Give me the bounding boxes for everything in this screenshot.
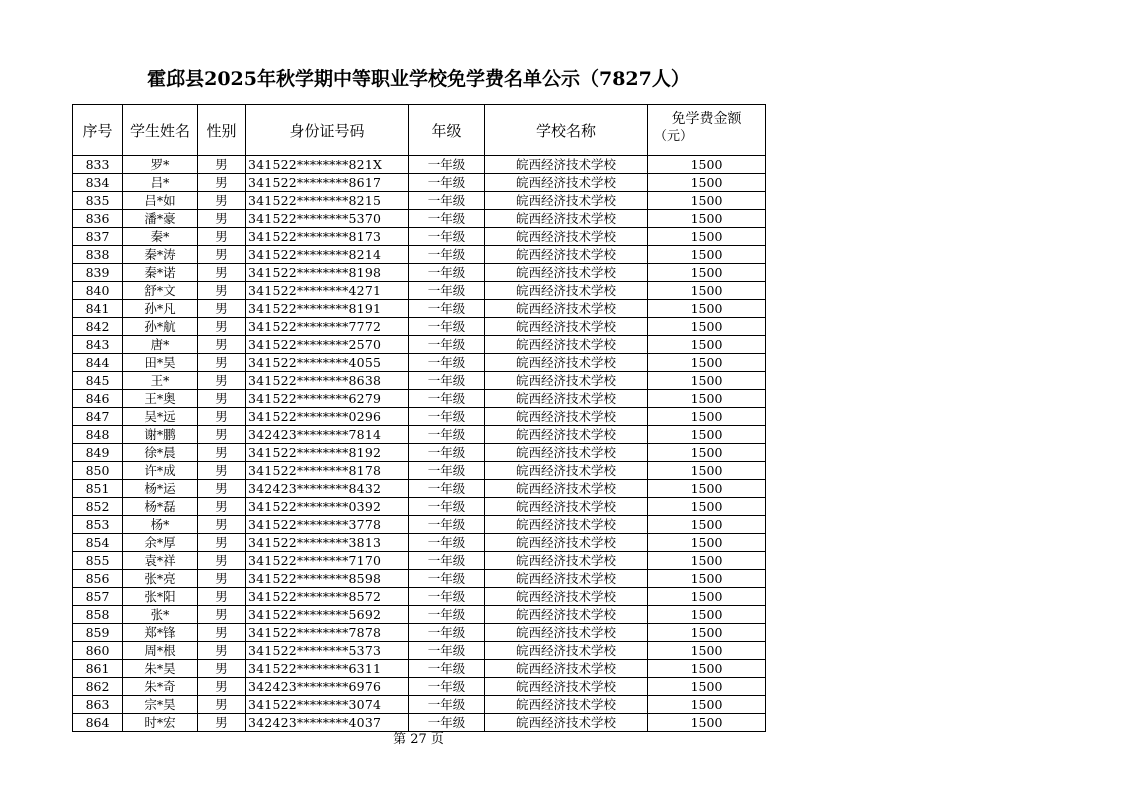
table-row (73, 624, 766, 642)
cell-name: 张*亮 (123, 570, 198, 588)
cell-gender: 男 (198, 264, 246, 282)
cell-gender: 男 (198, 552, 246, 570)
cell-name: 秦*涛 (123, 246, 198, 264)
cell-school: 皖西经济技术学校 (485, 156, 648, 174)
cell-grade: 一年级 (409, 462, 485, 480)
cell-grade: 一年级 (409, 516, 485, 534)
cell-name: 郑*锋 (123, 624, 198, 642)
cell-gender: 男 (198, 678, 246, 696)
cell-grade: 一年级 (409, 642, 485, 660)
table-row (73, 264, 766, 282)
cell-amount: 1500 (648, 174, 766, 192)
cell-school: 皖西经济技术学校 (485, 606, 648, 624)
cell-name: 唐* (123, 336, 198, 354)
cell-id-number: 341522********6311 (246, 660, 409, 678)
cell-school: 皖西经济技术学校 (485, 408, 648, 426)
cell-name: 许*成 (123, 462, 198, 480)
cell-grade: 一年级 (409, 534, 485, 552)
cell-name: 吕* (123, 174, 198, 192)
cell-id-number: 341522********8215 (246, 192, 409, 210)
cell-grade: 一年级 (409, 156, 485, 174)
cell-school: 皖西经济技术学校 (485, 516, 648, 534)
cell-name: 舒*文 (123, 282, 198, 300)
cell-gender: 男 (198, 354, 246, 372)
cell-name: 余*厚 (123, 534, 198, 552)
cell-amount: 1500 (648, 246, 766, 264)
cell-grade: 一年级 (409, 480, 485, 498)
cell-amount: 1500 (648, 318, 766, 336)
cell-seq: 863 (73, 696, 123, 714)
cell-amount: 1500 (648, 498, 766, 516)
cell-id-number: 341522********2570 (246, 336, 409, 354)
cell-name: 王* (123, 372, 198, 390)
table-row (73, 426, 766, 444)
table-row (73, 552, 766, 570)
cell-seq: 847 (73, 408, 123, 426)
cell-id-number: 341522********821X (246, 156, 409, 174)
cell-id-number: 341522********8598 (246, 570, 409, 588)
cell-seq: 835 (73, 192, 123, 210)
cell-amount: 1500 (648, 372, 766, 390)
cell-seq: 844 (73, 354, 123, 372)
cell-gender: 男 (198, 282, 246, 300)
cell-school: 皖西经济技术学校 (485, 318, 648, 336)
cell-name: 杨*运 (123, 480, 198, 498)
cell-grade: 一年级 (409, 390, 485, 408)
table-row (73, 300, 766, 318)
cell-amount: 1500 (648, 156, 766, 174)
cell-id-number: 341522********8617 (246, 174, 409, 192)
cell-id-number: 342423********7814 (246, 426, 409, 444)
cell-grade: 一年级 (409, 426, 485, 444)
cell-gender: 男 (198, 246, 246, 264)
cell-name: 宗*昊 (123, 696, 198, 714)
cell-grade: 一年级 (409, 282, 485, 300)
table-row (73, 588, 766, 606)
cell-gender: 男 (198, 174, 246, 192)
cell-school: 皖西经济技术学校 (485, 228, 648, 246)
header-seq: 序号 (73, 105, 123, 156)
cell-grade: 一年级 (409, 174, 485, 192)
table-row (73, 696, 766, 714)
cell-amount: 1500 (648, 336, 766, 354)
cell-school: 皖西经济技术学校 (485, 372, 648, 390)
table-row (73, 570, 766, 588)
cell-id-number: 341522********8191 (246, 300, 409, 318)
cell-seq: 841 (73, 300, 123, 318)
cell-id-number: 341522********4055 (246, 354, 409, 372)
cell-seq: 839 (73, 264, 123, 282)
cell-amount: 1500 (648, 390, 766, 408)
cell-seq: 855 (73, 552, 123, 570)
cell-seq: 857 (73, 588, 123, 606)
cell-grade: 一年级 (409, 498, 485, 516)
cell-school: 皖西经济技术学校 (485, 678, 648, 696)
cell-amount: 1500 (648, 300, 766, 318)
cell-amount: 1500 (648, 570, 766, 588)
cell-school: 皖西经济技术学校 (485, 300, 648, 318)
cell-gender: 男 (198, 714, 246, 732)
cell-id-number: 341522********8192 (246, 444, 409, 462)
cell-name: 朱*昊 (123, 660, 198, 678)
cell-amount: 1500 (648, 426, 766, 444)
cell-id-number: 342423********8432 (246, 480, 409, 498)
cell-gender: 男 (198, 642, 246, 660)
header-name: 学生姓名 (123, 105, 198, 156)
cell-name: 张* (123, 606, 198, 624)
cell-id-number: 341522********7170 (246, 552, 409, 570)
table-row (73, 606, 766, 624)
cell-id-number: 341522********7878 (246, 624, 409, 642)
cell-seq: 864 (73, 714, 123, 732)
table-row (73, 444, 766, 462)
table-row (73, 336, 766, 354)
cell-school: 皖西经济技术学校 (485, 714, 648, 732)
cell-grade: 一年级 (409, 606, 485, 624)
cell-amount: 1500 (648, 282, 766, 300)
cell-grade: 一年级 (409, 210, 485, 228)
cell-gender: 男 (198, 192, 246, 210)
cell-seq: 848 (73, 426, 123, 444)
cell-seq: 854 (73, 534, 123, 552)
page-title: 霍邱县2025年秋学期中等职业学校免学费名单公示（7827人） (147, 68, 690, 90)
cell-gender: 男 (198, 228, 246, 246)
table-row (73, 462, 766, 480)
cell-seq: 840 (73, 282, 123, 300)
table-row (73, 354, 766, 372)
cell-name: 杨*磊 (123, 498, 198, 516)
cell-school: 皖西经济技术学校 (485, 588, 648, 606)
cell-name: 潘*豪 (123, 210, 198, 228)
cell-amount: 1500 (648, 444, 766, 462)
cell-gender: 男 (198, 336, 246, 354)
cell-school: 皖西经济技术学校 (485, 282, 648, 300)
cell-grade: 一年级 (409, 336, 485, 354)
cell-school: 皖西经济技术学校 (485, 426, 648, 444)
cell-amount: 1500 (648, 660, 766, 678)
cell-gender: 男 (198, 372, 246, 390)
student-table (72, 104, 766, 732)
cell-name: 孙*航 (123, 318, 198, 336)
cell-gender: 男 (198, 444, 246, 462)
table-row (73, 192, 766, 210)
cell-amount: 1500 (648, 462, 766, 480)
cell-amount: 1500 (648, 534, 766, 552)
table-row (73, 678, 766, 696)
cell-grade: 一年级 (409, 678, 485, 696)
cell-seq: 836 (73, 210, 123, 228)
cell-id-number: 341522********8173 (246, 228, 409, 246)
table-row (73, 318, 766, 336)
cell-id-number: 341522********6279 (246, 390, 409, 408)
cell-grade: 一年级 (409, 588, 485, 606)
cell-school: 皖西经济技术学校 (485, 498, 648, 516)
cell-school: 皖西经济技术学校 (485, 390, 648, 408)
cell-amount: 1500 (648, 588, 766, 606)
cell-gender: 男 (198, 660, 246, 678)
table-row (73, 390, 766, 408)
cell-grade: 一年级 (409, 372, 485, 390)
cell-grade: 一年级 (409, 246, 485, 264)
cell-amount: 1500 (648, 624, 766, 642)
cell-gender: 男 (198, 516, 246, 534)
table-row (73, 174, 766, 192)
cell-name: 秦*诺 (123, 264, 198, 282)
cell-school: 皖西经济技术学校 (485, 354, 648, 372)
cell-name: 王*奥 (123, 390, 198, 408)
cell-school: 皖西经济技术学校 (485, 444, 648, 462)
cell-name: 时*宏 (123, 714, 198, 732)
cell-id-number: 341522********8572 (246, 588, 409, 606)
cell-name: 徐*晨 (123, 444, 198, 462)
cell-gender: 男 (198, 570, 246, 588)
cell-amount: 1500 (648, 678, 766, 696)
cell-seq: 859 (73, 624, 123, 642)
cell-name: 吕*如 (123, 192, 198, 210)
cell-amount: 1500 (648, 192, 766, 210)
cell-amount: 1500 (648, 210, 766, 228)
cell-seq: 856 (73, 570, 123, 588)
cell-school: 皖西经济技术学校 (485, 624, 648, 642)
cell-name: 朱*奇 (123, 678, 198, 696)
cell-grade: 一年级 (409, 300, 485, 318)
cell-grade: 一年级 (409, 228, 485, 246)
cell-grade: 一年级 (409, 318, 485, 336)
table-row (73, 282, 766, 300)
cell-name: 罗* (123, 156, 198, 174)
cell-grade: 一年级 (409, 354, 485, 372)
cell-gender: 男 (198, 408, 246, 426)
cell-amount: 1500 (648, 696, 766, 714)
cell-school: 皖西经济技术学校 (485, 660, 648, 678)
table-row (73, 660, 766, 678)
cell-id-number: 341522********8638 (246, 372, 409, 390)
cell-school: 皖西经济技术学校 (485, 552, 648, 570)
cell-name: 袁*祥 (123, 552, 198, 570)
header-amount-unit: （元） (654, 129, 694, 144)
cell-seq: 862 (73, 678, 123, 696)
cell-seq: 850 (73, 462, 123, 480)
table-row (73, 480, 766, 498)
table-row (73, 498, 766, 516)
cell-gender: 男 (198, 462, 246, 480)
cell-school: 皖西经济技术学校 (485, 336, 648, 354)
cell-seq: 851 (73, 480, 123, 498)
cell-gender: 男 (198, 210, 246, 228)
table-row (73, 534, 766, 552)
cell-amount: 1500 (648, 606, 766, 624)
table-row (73, 156, 766, 174)
cell-seq: 858 (73, 606, 123, 624)
cell-amount: 1500 (648, 714, 766, 732)
cell-school: 皖西经济技术学校 (485, 534, 648, 552)
cell-amount: 1500 (648, 516, 766, 534)
cell-school: 皖西经济技术学校 (485, 570, 648, 588)
cell-school: 皖西经济技术学校 (485, 192, 648, 210)
cell-gender: 男 (198, 624, 246, 642)
cell-name: 秦* (123, 228, 198, 246)
cell-amount: 1500 (648, 228, 766, 246)
cell-gender: 男 (198, 696, 246, 714)
table-row (73, 372, 766, 390)
cell-seq: 852 (73, 498, 123, 516)
cell-gender: 男 (198, 300, 246, 318)
cell-school: 皖西经济技术学校 (485, 642, 648, 660)
cell-name: 张*阳 (123, 588, 198, 606)
table-header-row (73, 105, 766, 156)
cell-grade: 一年级 (409, 192, 485, 210)
cell-name: 周*根 (123, 642, 198, 660)
cell-amount: 1500 (648, 408, 766, 426)
cell-grade: 一年级 (409, 714, 485, 732)
cell-seq: 843 (73, 336, 123, 354)
cell-id-number: 341522********7772 (246, 318, 409, 336)
cell-grade: 一年级 (409, 552, 485, 570)
cell-name: 谢*鹏 (123, 426, 198, 444)
cell-grade: 一年级 (409, 264, 485, 282)
cell-amount: 1500 (648, 354, 766, 372)
cell-school: 皖西经济技术学校 (485, 462, 648, 480)
cell-grade: 一年级 (409, 408, 485, 426)
cell-school: 皖西经济技术学校 (485, 210, 648, 228)
cell-id-number: 341522********5373 (246, 642, 409, 660)
table-row (73, 210, 766, 228)
cell-seq: 846 (73, 390, 123, 408)
cell-seq: 837 (73, 228, 123, 246)
cell-seq: 834 (73, 174, 123, 192)
cell-grade: 一年级 (409, 444, 485, 462)
cell-gender: 男 (198, 588, 246, 606)
cell-id-number: 341522********3074 (246, 696, 409, 714)
cell-seq: 845 (73, 372, 123, 390)
cell-grade: 一年级 (409, 660, 485, 678)
cell-grade: 一年级 (409, 624, 485, 642)
header-gender: 性别 (198, 105, 246, 156)
cell-id-number: 341522********8198 (246, 264, 409, 282)
cell-name: 吴*远 (123, 408, 198, 426)
cell-id-number: 341522********5692 (246, 606, 409, 624)
cell-grade: 一年级 (409, 696, 485, 714)
cell-school: 皖西经济技术学校 (485, 174, 648, 192)
cell-school: 皖西经济技术学校 (485, 246, 648, 264)
cell-id-number: 341522********3778 (246, 516, 409, 534)
cell-seq: 849 (73, 444, 123, 462)
cell-amount: 1500 (648, 642, 766, 660)
cell-amount: 1500 (648, 480, 766, 498)
cell-amount: 1500 (648, 552, 766, 570)
header-school: 学校名称 (485, 105, 648, 156)
cell-seq: 861 (73, 660, 123, 678)
cell-school: 皖西经济技术学校 (485, 696, 648, 714)
cell-id-number: 341522********8214 (246, 246, 409, 264)
page-number: 第 27 页 (393, 732, 444, 747)
cell-name: 杨* (123, 516, 198, 534)
table-row (73, 246, 766, 264)
cell-gender: 男 (198, 156, 246, 174)
cell-school: 皖西经济技术学校 (485, 480, 648, 498)
cell-id-number: 341522********5370 (246, 210, 409, 228)
cell-name: 孙*凡 (123, 300, 198, 318)
header-amount-label: 免学费金额 (671, 111, 742, 127)
cell-gender: 男 (198, 498, 246, 516)
table-row (73, 228, 766, 246)
table-row (73, 642, 766, 660)
cell-seq: 853 (73, 516, 123, 534)
cell-id-number: 342423********4037 (246, 714, 409, 732)
cell-school: 皖西经济技术学校 (485, 264, 648, 282)
table-row (73, 408, 766, 426)
header-amount (648, 105, 766, 156)
cell-gender: 男 (198, 318, 246, 336)
cell-seq: 842 (73, 318, 123, 336)
cell-gender: 男 (198, 606, 246, 624)
table-row (73, 516, 766, 534)
header-grade: 年级 (409, 105, 485, 156)
cell-gender: 男 (198, 534, 246, 552)
cell-gender: 男 (198, 480, 246, 498)
cell-seq: 838 (73, 246, 123, 264)
cell-seq: 860 (73, 642, 123, 660)
header-id-number: 身份证号码 (246, 105, 409, 156)
cell-id-number: 342423********6976 (246, 678, 409, 696)
cell-id-number: 341522********3813 (246, 534, 409, 552)
cell-id-number: 341522********4271 (246, 282, 409, 300)
cell-id-number: 341522********0296 (246, 408, 409, 426)
cell-name: 田*昊 (123, 354, 198, 372)
cell-grade: 一年级 (409, 570, 485, 588)
cell-id-number: 341522********0392 (246, 498, 409, 516)
cell-gender: 男 (198, 390, 246, 408)
cell-seq: 833 (73, 156, 123, 174)
cell-id-number: 341522********8178 (246, 462, 409, 480)
cell-amount: 1500 (648, 264, 766, 282)
cell-gender: 男 (198, 426, 246, 444)
